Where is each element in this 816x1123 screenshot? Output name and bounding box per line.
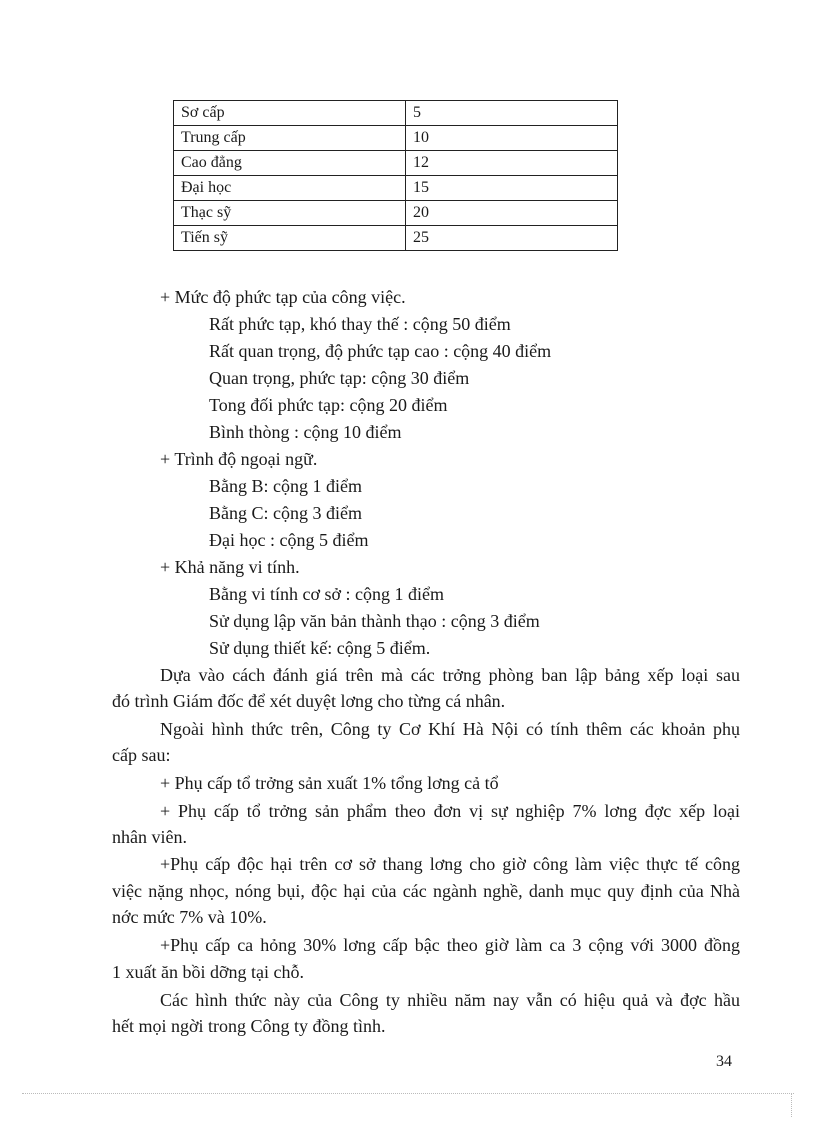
list-item: Bình thòng : cộng 10 điểm xyxy=(209,422,402,442)
page-border-divider xyxy=(22,1093,794,1094)
list-item: Tong đối phức tạp: cộng 20 điểm xyxy=(209,395,448,415)
list-item: Rất phức tạp, khó thay thế : cộng 50 điểm xyxy=(209,314,511,334)
table-row xyxy=(174,201,618,226)
paragraph-line: hết mọi ngời trong Công ty đồng tình. xyxy=(112,1016,386,1036)
paragraph-line: đó trình Giám đốc để xét duyệt lơng cho từng cá nhân. xyxy=(112,691,506,711)
table-row xyxy=(174,126,618,151)
paragraph-line: việc nặng nhọc, nóng bụi, độc hại của các ngành nghề, danh mục quy định của Nhà xyxy=(112,881,740,901)
list-item: Đại học : cộng 5 điểm xyxy=(209,530,369,550)
page-number: 34 xyxy=(716,1053,732,1070)
table-row xyxy=(174,101,618,126)
table-cell: Sơ cấp xyxy=(174,101,406,126)
paragraph-line: 1 xuất ăn bồi dỡng tại chỗ. xyxy=(112,962,304,982)
table-row xyxy=(174,176,618,201)
section-heading: + Mức độ phức tạp của công việc. xyxy=(160,287,406,307)
paragraph-line: nhân viên. xyxy=(112,827,187,847)
section-heading: + Trình độ ngoại ngữ. xyxy=(160,449,318,469)
list-item: Rất quan trọng, độ phức tạp cao : cộng 40 điểm xyxy=(209,341,552,361)
table-cell: 10 xyxy=(406,126,618,151)
table-cell: Thạc sỹ xyxy=(174,201,406,226)
list-item: Sử dụng lập văn bản thành thạo : cộng 3 điểm xyxy=(209,611,540,631)
paragraph-line: Dựa vào cách đánh giá trên mà các trởng phòng ban lập bảng xếp loại sau xyxy=(160,665,740,685)
table-row xyxy=(174,151,618,176)
paragraph-line: +Phụ cấp độc hại trên cơ sở thang lơng cho giờ công làm việc thực tế công xyxy=(160,854,740,874)
table-cell: 15 xyxy=(406,176,618,201)
qualification-points-table xyxy=(173,100,618,251)
table-cell: Trung cấp xyxy=(174,126,406,151)
table-cell: Đại học xyxy=(174,176,406,201)
paragraph-line: + Phụ cấp tổ trởng sản xuất 1% tổng lơng cả tổ xyxy=(160,773,499,793)
paragraph-line: nớc mức 7% và 10%. xyxy=(112,907,267,927)
paragraph-line: cấp sau: xyxy=(112,745,171,765)
paragraph-line: Ngoài hình thức trên, Công ty Cơ Khí Hà Nội có tính thêm các khoản phụ xyxy=(160,719,740,739)
list-item: Bằng C: cộng 3 điểm xyxy=(209,503,362,523)
paragraph-line: + Phụ cấp tổ trởng sản phẩm theo đơn vị sự nghiệp 7% lơng đợc xếp loại xyxy=(160,801,740,821)
table-cell: 12 xyxy=(406,151,618,176)
table-cell: 20 xyxy=(406,201,618,226)
table-cell: Cao đẳng xyxy=(174,151,406,176)
table-row xyxy=(174,226,618,251)
table-cell: 5 xyxy=(406,101,618,126)
list-item: Sử dụng thiết kế: cộng 5 điểm. xyxy=(209,638,431,658)
list-item: Bằng vi tính cơ sở : cộng 1 điểm xyxy=(209,584,445,604)
list-item: Quan trọng, phức tạp: cộng 30 điểm xyxy=(209,368,470,388)
table-cell: Tiến sỹ xyxy=(174,226,406,251)
list-item: Bằng B: cộng 1 điểm xyxy=(209,476,362,496)
paragraph-line: Các hình thức này của Công ty nhiều năm nay vẫn có hiệu quả và đợc hầu xyxy=(160,990,740,1010)
page-border-divider xyxy=(791,1093,792,1117)
table-cell: 25 xyxy=(406,226,618,251)
section-heading: + Khả năng vi tính. xyxy=(160,557,300,577)
paragraph-line: +Phụ cấp ca hỏng 30% lơng cấp bậc theo giờ làm ca 3 cộng với 3000 đồng xyxy=(160,935,740,955)
